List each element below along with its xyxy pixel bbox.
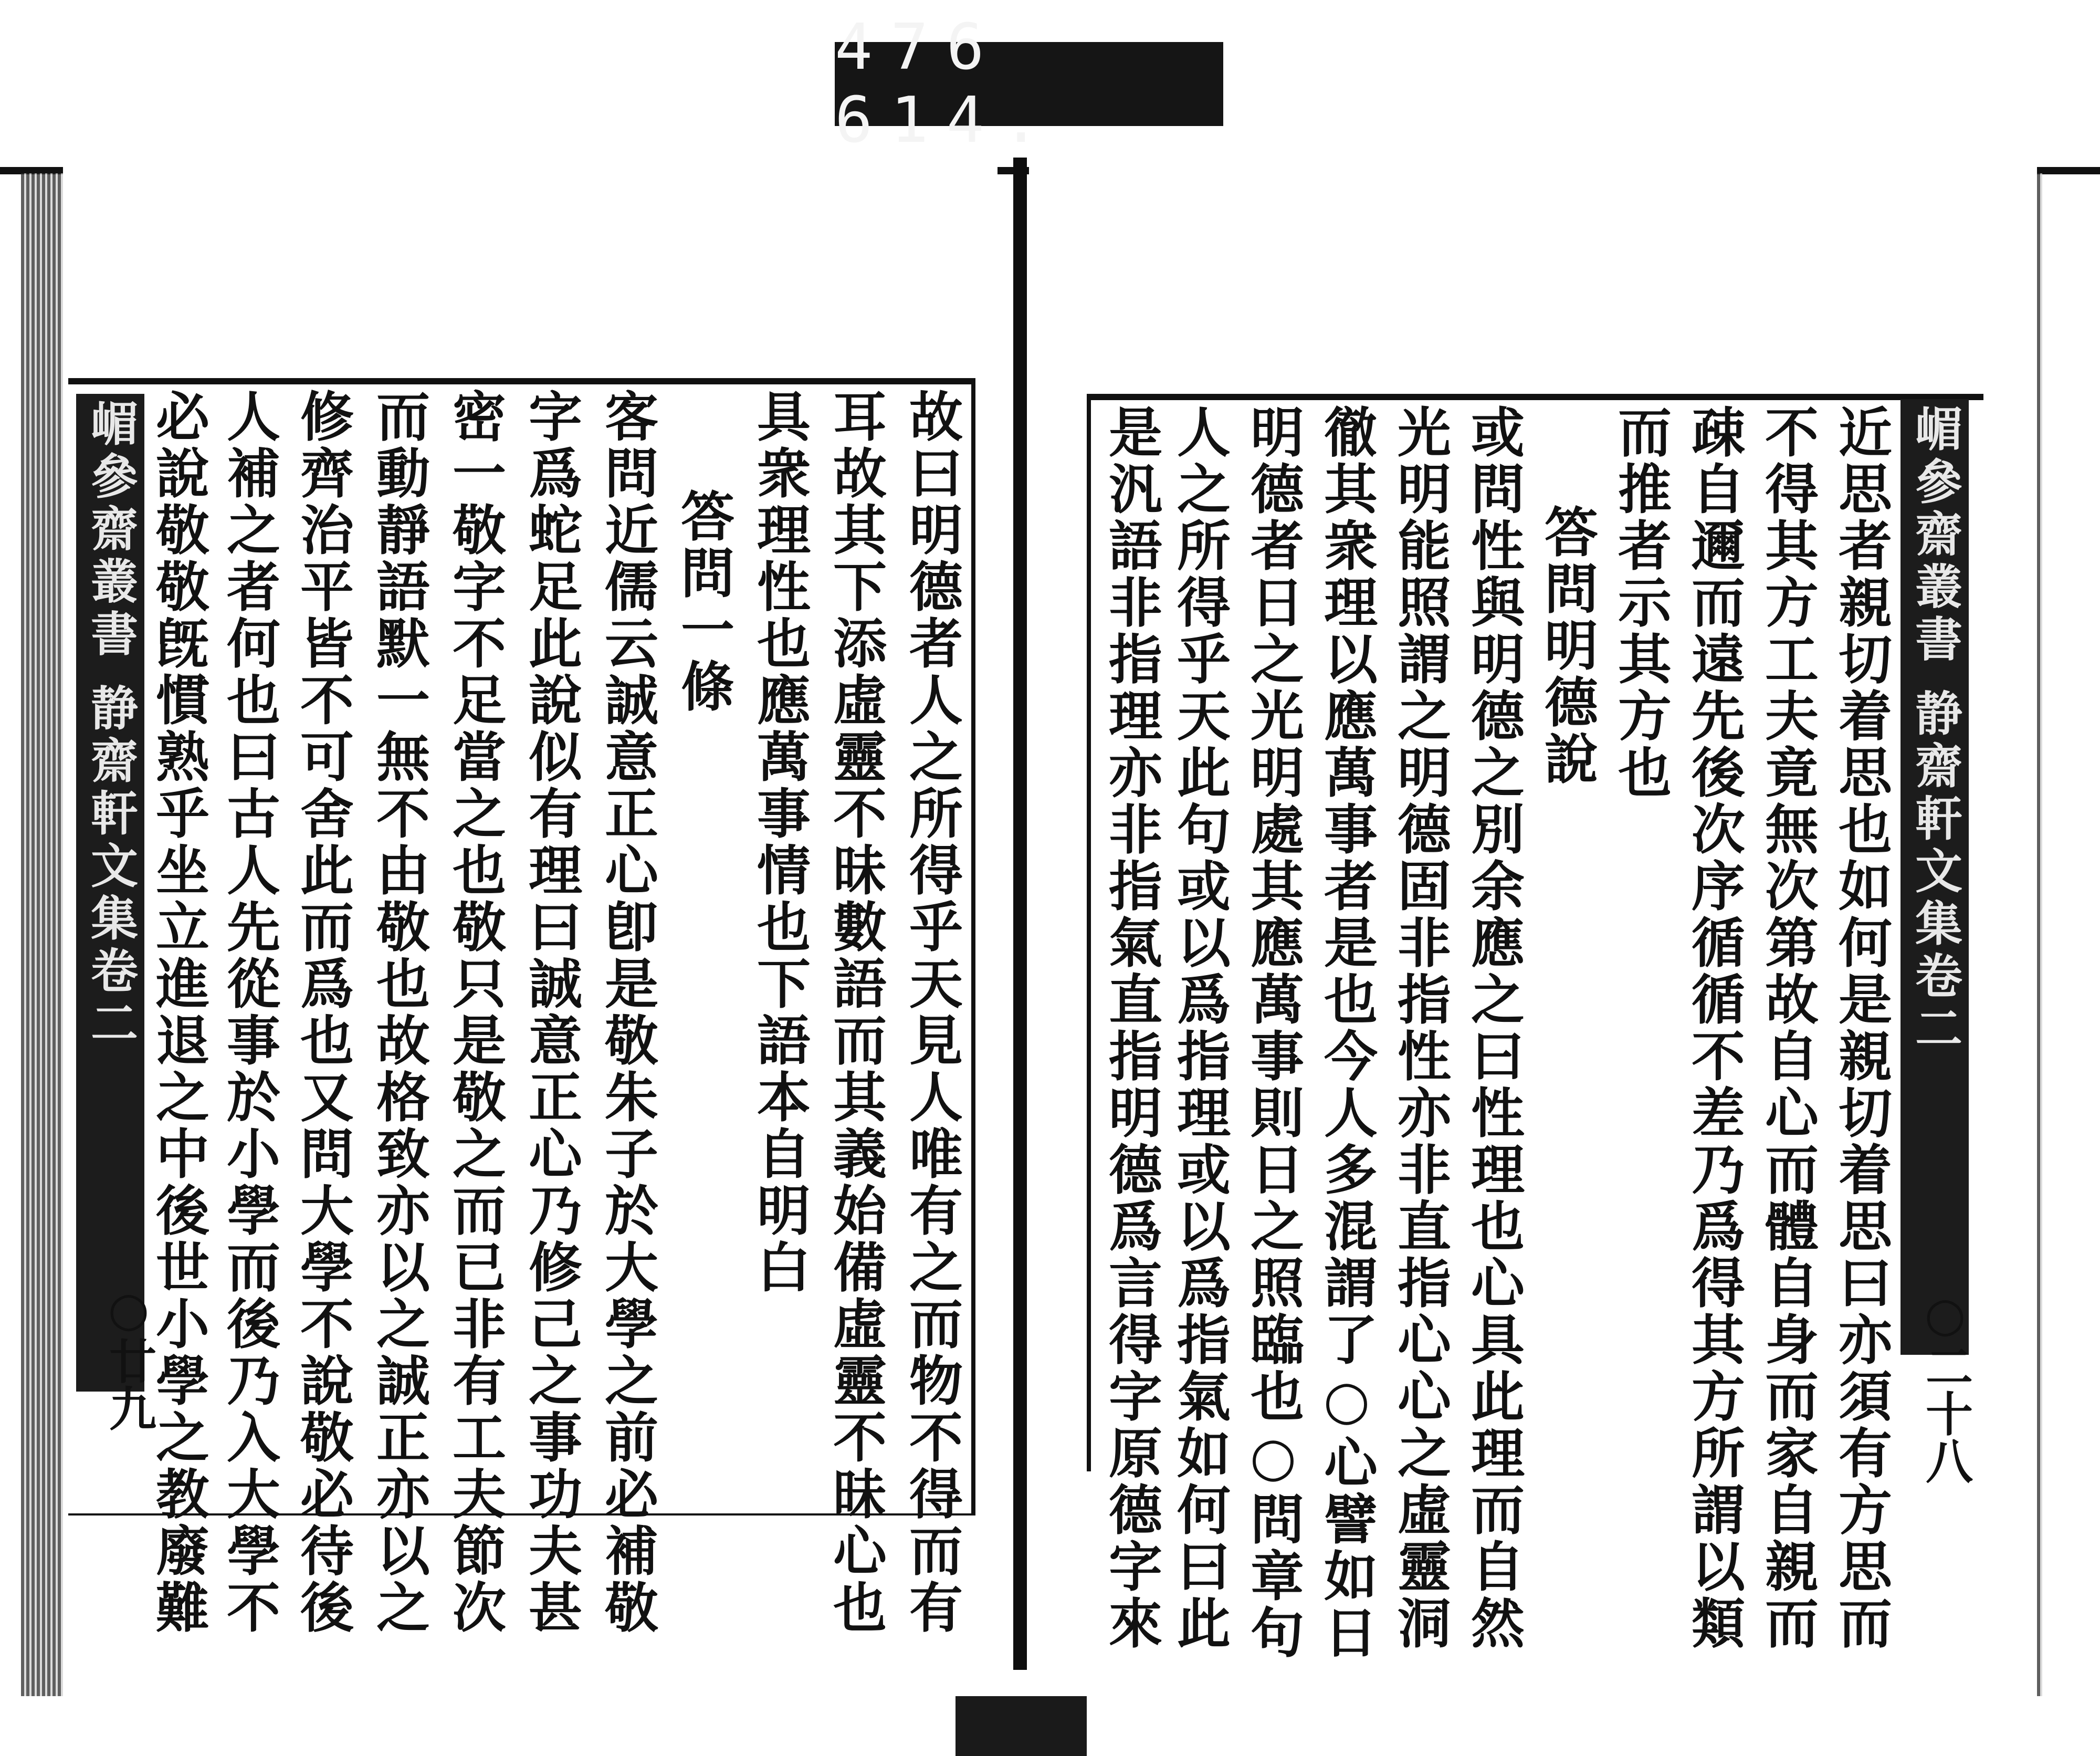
left-column-7: 密一敬字不足當之也敬只是敬之而已非有工夫節次 — [444, 389, 507, 1636]
left-folio: ○廿九 — [101, 1281, 156, 1431]
left-column-11: 必說敬敬旣慣熟乎坐立進退之中後世小學之教廢難 — [147, 389, 210, 1636]
right-column-3: 疎自邇而遠先後次序循循不差乃爲得其方所謂以類 — [1683, 404, 1746, 1652]
left-margin-title: 嵋參齋叢書 静齋軒文集卷二 — [76, 394, 144, 1392]
left-column-8: 而動靜語默一無不由敬也故格致亦以之誠正亦以之 — [368, 389, 430, 1636]
book-spine — [1013, 158, 1027, 1670]
left-column-10: 人補之者何也曰古人先從事於小學而後乃入大學不 — [218, 389, 281, 1636]
left-column-6: 字爲蛇足此說似有理曰誠意正心乃修己之事功夫甚 — [520, 389, 583, 1636]
left-page-edge — [21, 173, 68, 1696]
right-column-2: 不得其方工夫竟無次第故自心而體自身而家自親而 — [1756, 404, 1819, 1652]
left-column-1: 故曰明德者人之所得乎天見人唯有之而物不得而有 — [900, 389, 963, 1636]
left-column-3: 具衆理性也應萬事情也下語本自明白 — [748, 389, 811, 1296]
left-column-2: 耳故其下添虛靈不昧數語而其義始備虛靈不昧心也 — [824, 389, 887, 1636]
right-margin-title: 嵋參齋叢書 静齋軒文集卷二 — [1900, 399, 1969, 1355]
right-column-4: 而推者示其方也 — [1609, 404, 1672, 801]
left-column-4: 答問一條 — [672, 488, 735, 715]
right-column-10: 人之所得乎天此句或以爲指理或以爲指氣如何曰此 — [1168, 404, 1231, 1652]
collection-number-label: 476 614. — [835, 42, 1223, 126]
right-column-6: 或問性與明德之別余應之曰性理也心具此理而自然 — [1462, 404, 1525, 1652]
right-column-11: 是汎語非指理亦非指氣直指明德爲言得字原德字來 — [1100, 404, 1163, 1652]
spine-bottom — [956, 1696, 1087, 1756]
right-column-8: 徹其衆理以應萬事者是也今人多混謂了○心譬如日 — [1315, 404, 1378, 1661]
right-column-7: 光明能照謂之明德固非指性亦非直指心心之虛靈洞 — [1389, 404, 1452, 1652]
right-folio: ○二十八 — [1917, 1287, 1973, 1484]
right-column-5: 答問明德說 — [1536, 504, 1599, 788]
right-column-9: 明德者日之光明處其應萬事則日之照臨也○問章句 — [1242, 404, 1305, 1661]
left-column-5: 客問近儒云誠意正心卽是敬朱子於大學之前必補敬 — [596, 389, 659, 1636]
left-column-9: 修齊治平皆不可舍此而爲也又問大學不說敬必待後 — [291, 389, 354, 1636]
right-column-1: 近思者親切着思也如何是親切着思曰亦須有方思而 — [1830, 404, 1893, 1652]
